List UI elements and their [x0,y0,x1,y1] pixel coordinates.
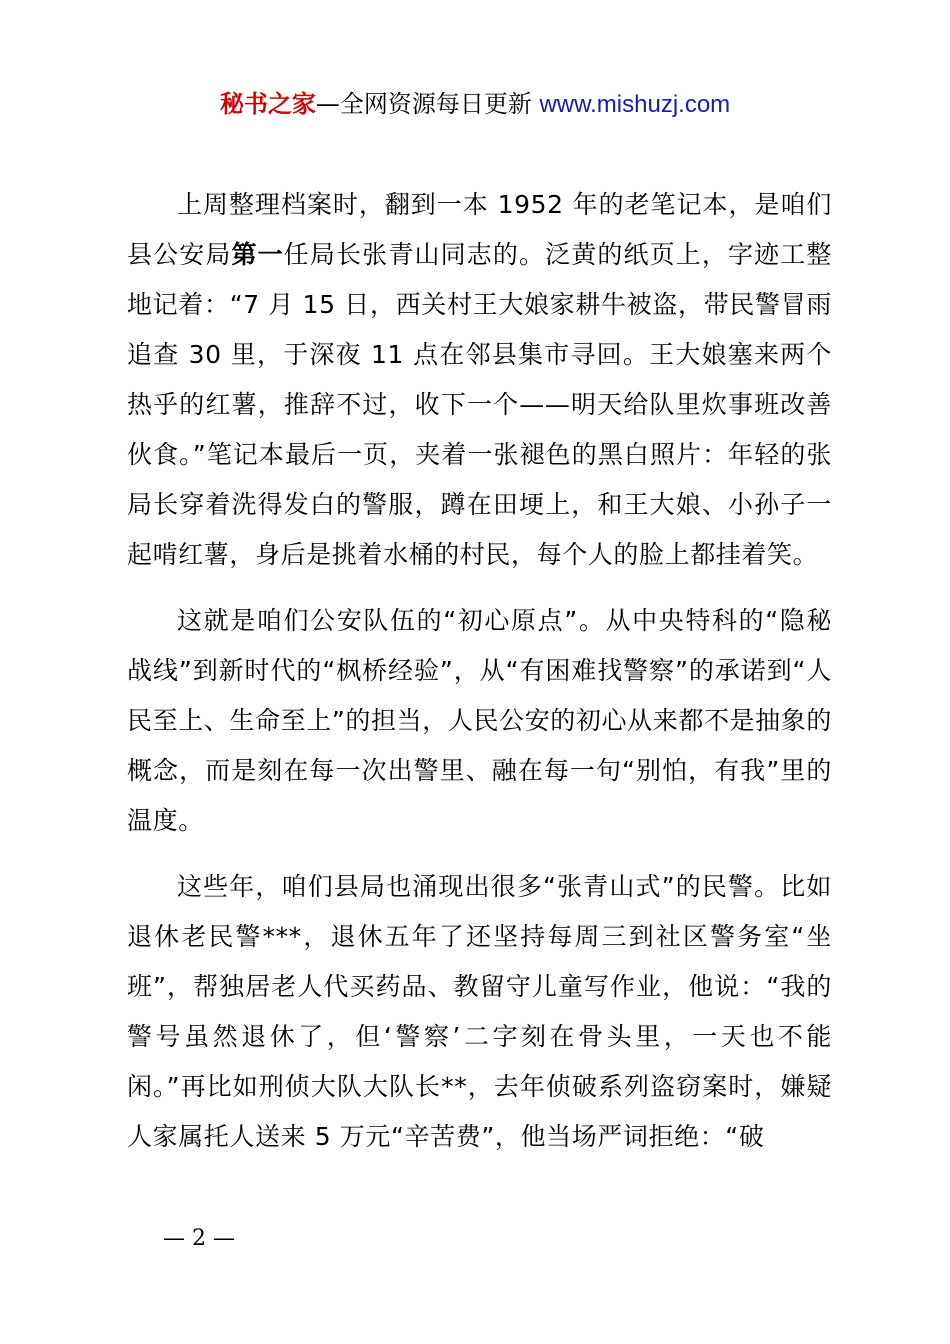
site-header [0,86,950,123]
paragraph-2: 这就是咱们公安队伍的“初心原点”。从中央特科的“隐秘战线”到新时代的“枫桥经验”，从“有困难找警察”的承诺到“人民至上、生命至上”的担当，人民公安的初心从来都不是抽象的概念，而是刻在每一次出警里、融在每一句“别怕，有我”里的温度。 [127,606,832,835]
paragraph-3: 这些年，咱们县局也涌现出很多“张青山式”的民警。比如退休老民警***，退休五年了还坚持每周三到社区警务室“坐班”，帮独居老人代买药品、教留守儿童写作业，他说：“我的警号虽然退休了，但‘警察’二字刻在骨头里，一天也不能闲。”再比如刑侦大队大队长**，去年侦破系列盗窃案时，嫌疑人家属托人送来 5 万元“辛苦费”，他当场严词拒绝：“破 [127,872,832,1151]
paragraph-1 [127,180,832,580]
header-tagline: —全网资源每日更新 [315,90,540,118]
paragraph-1-text-b: 任局长张青山同志的。泛黄的纸页上，字迹工整地记着：“7 月 15 日，西关村王大娘家耕牛被盗，带民警冒雨追查 30 里，于深夜 11 点在邻县集市寻回。王大娘塞来两个热乎的红薯，推辞不过，收下一个——明天给队里炊事班改善伙食。”笔记本最后一页，夹着一张褪色的黑白照片：年轻的张局长穿着洗得发白的警服，蹲在田埂上，和王大娘、小孙子一起啃红薯，身后是挑着水桶的村民，每个人的脸上都挂着笑。 [127,240,832,569]
site-url[interactable]: www.mishuzj.com [539,91,731,118]
page-number: — 2 — [163,1226,235,1251]
paragraph-1-bold-text: 第一 [231,240,284,269]
brand-name: 秘书之家 [219,90,316,118]
document-body [127,180,832,1178]
paragraph-1-text-a: 上周整理档案时，翻到一本 1952 年的老笔记本，是咱们县公安局 [127,190,832,269]
